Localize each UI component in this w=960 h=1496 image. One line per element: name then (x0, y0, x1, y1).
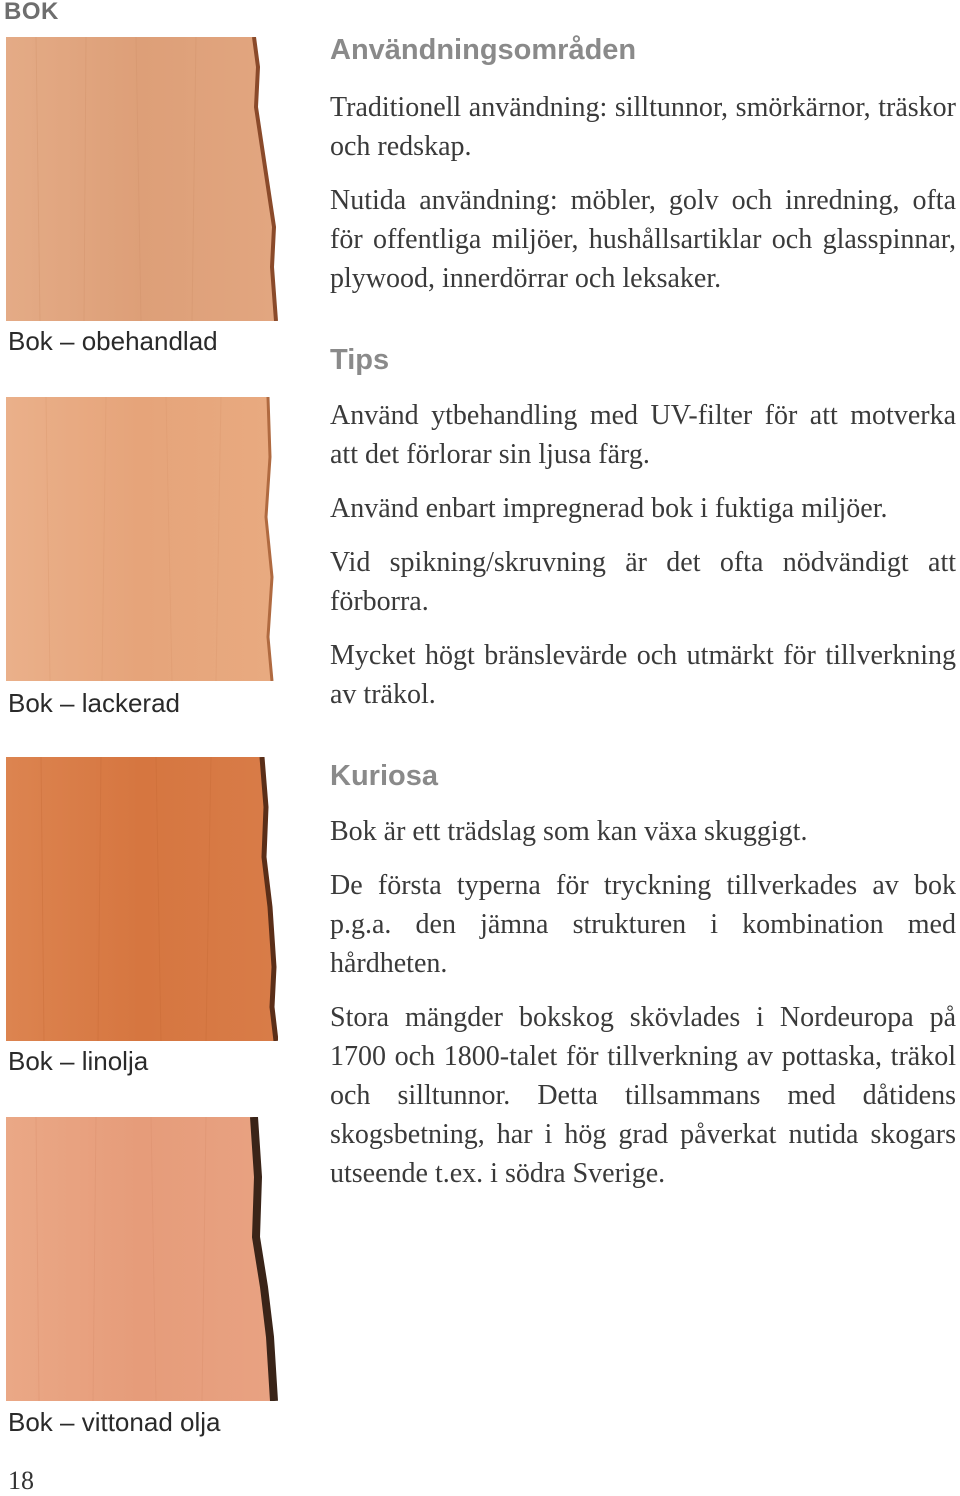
swatch-caption-white-tinted-oil: Bok – vittonad olja (8, 1407, 221, 1437)
tips-paragraph: Använd ytbehandling med UV-filter för att motverka att det förlorar sin ljusa färg. (330, 400, 956, 470)
heading-usage: Användningsområden (330, 34, 637, 66)
kuriosa-paragraph: Bok är ett trädslag som kan växa skuggigt. (330, 816, 808, 847)
page-number: 18 (8, 1466, 34, 1495)
kuriosa-paragraph: De första typerna för tryckning tillverkades av bok p.g.a. den jämna strukturen i kombination med hårdheten. (330, 870, 956, 979)
tips-paragraph: Vid spikning/skruvning är det ofta nödvändigt att förborra. (330, 547, 956, 617)
wood-swatch-white-tinted-oil (6, 1117, 278, 1401)
heading-tips: Tips (330, 344, 390, 376)
swatch-caption-linseed-oil: Bok – linolja (8, 1046, 149, 1076)
usage-paragraph: Traditionell användning: silltunnor, smörkärnor, träskor och redskap. (330, 92, 956, 162)
usage-paragraph: Nutida användning: möbler, golv och inredning, ofta för offentliga miljöer, hushållsartiklar och glasspinnar, plywood, innerdörrar och leksaker. (330, 185, 956, 294)
swatch-caption-lacquered: Bok – lackerad (8, 688, 180, 718)
wood-swatch-untreated (6, 37, 278, 321)
kuriosa-paragraph: Stora mängder bokskog skövlades i Nordeuropa på 1700 och 1800-talet för tillverkning av pottaska, träkol och silltunnor. Detta tillsammans med dåtidens skogsbetning, har i hög grad påverkat nutida skogars utseende t.ex. i södra Sverige. (330, 1002, 956, 1189)
wood-swatch-linseed-oil (6, 757, 278, 1041)
wood-swatch-lacquered (6, 397, 278, 681)
section-tag: BOK (4, 0, 59, 25)
main-content (330, 30, 956, 1193)
heading-kuriosa: Kuriosa (330, 760, 438, 792)
tips-paragraph: Använd enbart impregnerad bok i fuktiga miljöer. (330, 493, 888, 524)
tips-paragraph: Mycket högt bränslevärde och utmärkt för tillverkning av träkol. (330, 640, 956, 710)
swatch-caption-untreated: Bok – obehandlad (8, 326, 218, 356)
